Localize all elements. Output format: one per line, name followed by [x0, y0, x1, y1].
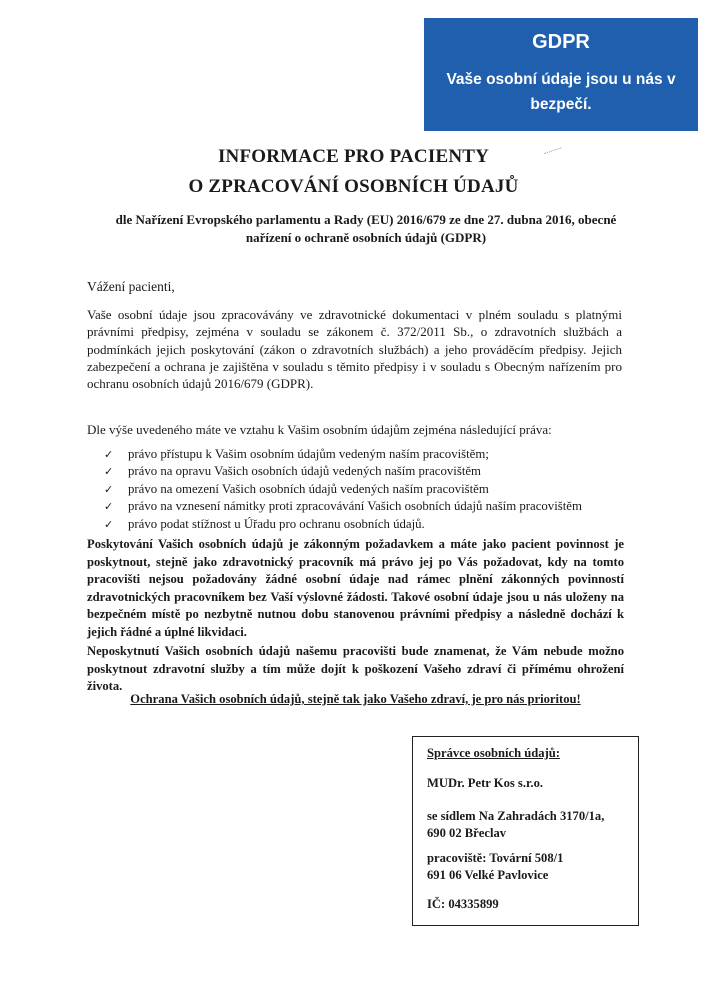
page-title-line1: INFORMACE PRO PACIENTY [217, 146, 490, 167]
right-text: právo na opravu Vašich osobních údajů vedených naším pracovištěm [128, 464, 482, 479]
right-text: právo na vznesení námitky proti zpracovávání Vašich osobních údajů naším pracovištěm [128, 499, 582, 514]
administrator-address-line2: 690 02 Břeclav [427, 826, 507, 840]
gdpr-banner [424, 18, 698, 131]
administrator-name: MUDr. Petr Kos s.r.o. [427, 776, 544, 790]
workplace-line1: pracoviště: Tovární 508/1 [427, 851, 564, 865]
gdpr-banner-subtitle: Vaše osobní údaje jsou u nás v bezpečí. [446, 71, 676, 113]
greeting: Vážení pacienti, [87, 279, 175, 294]
administrator-box [412, 736, 639, 926]
page-subtitle: dle Nařízení Evropského parlamentu a Rady (EU) 2016/679 ze dne 27. dubna 2016, obecné nařízení o ochraně osobních údajů (GDPR) [115, 212, 617, 245]
rights-list [104, 446, 582, 533]
right-text: právo na omezení Vašich osobních údajů vedených naším pracovištěm [128, 481, 489, 496]
gdpr-banner-title: GDPR [532, 31, 590, 53]
list-item [104, 516, 582, 533]
list-item [104, 481, 582, 498]
checkmark-icon: ✓ [104, 482, 114, 496]
checkmark-icon: ✓ [104, 500, 114, 514]
checkmark-icon: ✓ [104, 448, 114, 461]
right-text: právo přístupu k Vašim osobním údajům vedeným naším pracovištěm; [128, 447, 489, 461]
list-item [104, 498, 582, 515]
administrator-address-line1: se sídlem Na Zahradách 3170/1a, [427, 809, 605, 823]
right-text: právo podat stížnost u Úřadu pro ochranu osobních údajů. [128, 516, 425, 531]
list-item [104, 446, 582, 463]
checkmark-icon: ✓ [104, 465, 114, 479]
list-item [104, 463, 582, 480]
page-title-line2: O ZPRACOVÁNÍ OSOBNÍCH ÚDAJŮ [188, 176, 519, 197]
administrator-heading: Správce osobních údajů: [427, 746, 560, 760]
workplace-line2: 691 06 Velké Pavlovice [427, 868, 549, 882]
company-id: IČ: 04335899 [427, 897, 499, 911]
checkmark-icon: ✓ [104, 517, 114, 531]
obligation-paragraph: Poskytování Vašich osobních údajů je zákonným požadavkem a máte jako pacient povinnost je poskytnout, stejně jako zdravotnický pracovník má právo jej po Vás požadovat, kdy na tomto pracovišti nejsou požadovány žádné osobní údaje nad rámec plnění zákonných povinností zdravotnických pracovníkem bez Vaší výslovné žádosti. Takové osobní údaje jsou u nás uloženy na bezpečném místě po nezbytně nutnou dobu stanovenou právními předpisy a následně dochází k jejich řádné a úplné likvidaci. [87, 537, 624, 639]
intro-paragraph: Vaše osobní údaje jsou zpracovávány ve zdravotnické dokumentaci v plném souladu s platnými právními předpisy, zejména v souladu se zákonem č. 372/2011 Sb., o zdravotních službách a podmínkách jejich poskytování (zákon o zdravotních službách) a jeho prováděcím předpisy. Jejich zabezpečení a ochrana je zajištěna v souladu s těmito předpisy i v souladu s Obecným nařízením pro ochranu osobních údajů 2016/679 (GDPR). [87, 307, 622, 392]
rights-intro: Dle výše uvedeného máte ve vztahu k Vašim osobním údajům zejména následující práva: [87, 422, 552, 437]
consequence-paragraph: Neposkytnutí Vašich osobních údajů našemu pracovišti bude znamenat, že Vám nebude možno poskytnout zdravotní služby a tím může dojít k poškození Vašeho zdraví či přímému ohrožení života. [87, 644, 624, 694]
priority-statement: Ochrana Vašich osobních údajů, stejně tak jako Vašeho zdraví, je pro nás prioritou! [130, 692, 581, 706]
